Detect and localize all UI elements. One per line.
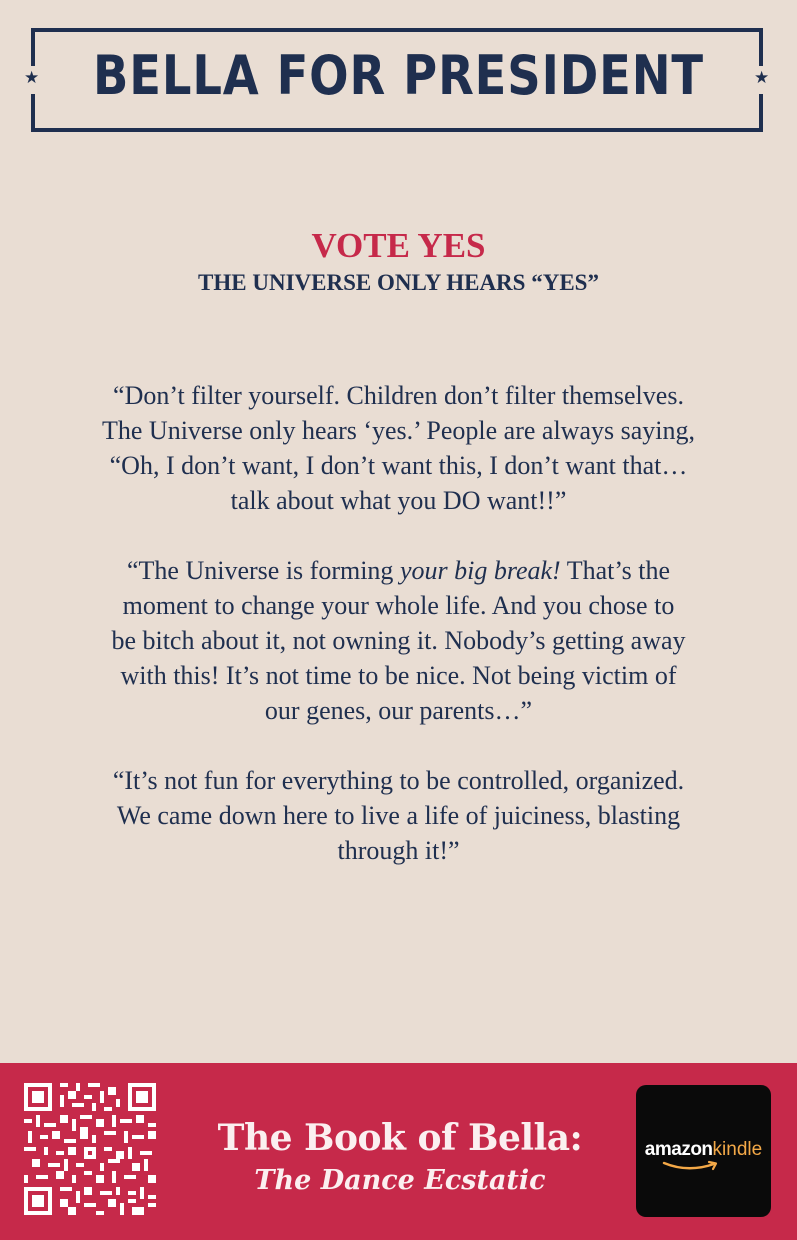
quote-emphasis: your big break!: [399, 556, 561, 585]
quote-text: “The Universe is forming: [127, 556, 400, 585]
quote-block: [60, 378, 737, 518]
quote-line: be bitch about it, not owning it. Nobody’s getting away: [111, 626, 686, 655]
vote-headline: VOTE YES: [311, 226, 486, 265]
quote-block: [60, 553, 737, 728]
footer-banner: [0, 1063, 797, 1240]
quote-line: with this! It’s not time to be nice. Not being victim of: [120, 661, 677, 690]
quote-line: The Universe only hears ‘yes.’ People are always saying,: [102, 416, 695, 445]
star-icon: ★: [24, 68, 40, 88]
vote-subheadline: THE UNIVERSE ONLY HEARS “YES”: [198, 270, 599, 295]
header: [0, 0, 797, 160]
amazon-kindle-logo[interactable]: [636, 1085, 771, 1217]
quote-line: our genes, our parents…”: [264, 696, 533, 725]
star-icon: ★: [754, 68, 770, 88]
quote-text: That’s the: [560, 556, 670, 585]
amazon-smile-icon: [662, 1160, 722, 1172]
amazon-wordmark: amazon: [644, 1139, 713, 1160]
quote-line: “Oh, I don’t want, I don’t want this, I don’t want that…: [109, 451, 688, 480]
kindle-wordmark: [636, 1139, 771, 1161]
quotes-section: [60, 378, 737, 903]
quote-line: talk about what you DO want!!”: [230, 486, 567, 515]
quote-line: through it!”: [337, 836, 460, 865]
kindle-word: kindle: [712, 1139, 763, 1160]
qr-code-icon[interactable]: [24, 1083, 156, 1215]
quote-line: We came down here to live a life of juiciness, blasting: [116, 801, 681, 830]
book-subtitle: The Dance Ecstatic: [254, 1165, 546, 1196]
quote-line: “Don’t filter yourself. Children don’t filter themselves.: [113, 381, 684, 410]
quote-line: moment to change your whole life. And you chose to: [122, 591, 675, 620]
quote-line: “It’s not fun for everything to be controlled, organized.: [112, 766, 685, 795]
page-title: BELLA FOR PRESIDENT: [93, 44, 704, 107]
quote-line: [60, 553, 737, 588]
quote-block: [60, 763, 737, 868]
book-title: The Book of Bella:: [217, 1117, 583, 1159]
